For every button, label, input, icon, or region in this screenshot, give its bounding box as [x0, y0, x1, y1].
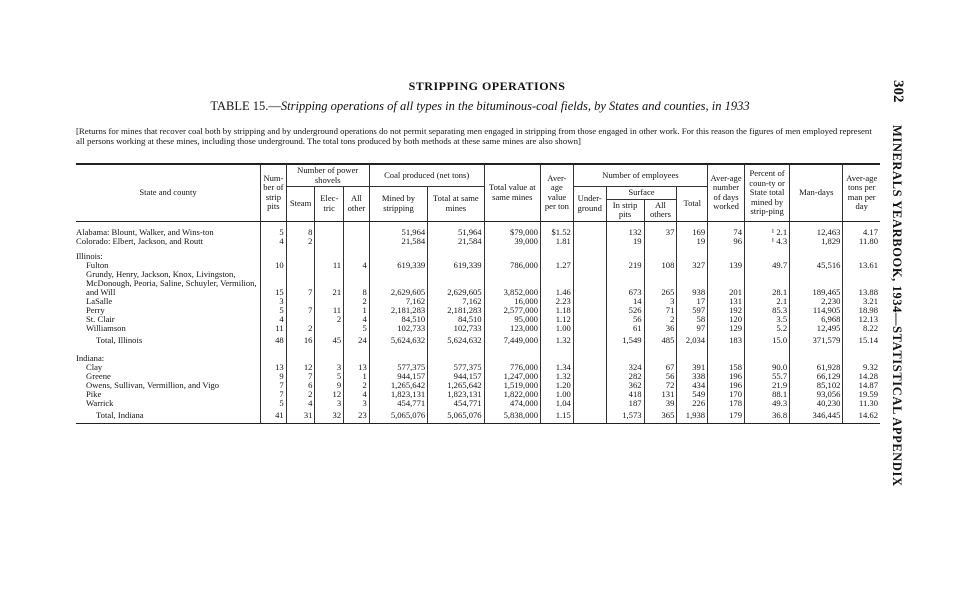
cell-pits: 10 [261, 261, 287, 270]
header-all-others: All others [644, 199, 677, 221]
cell-elec [315, 324, 344, 333]
header-total-value: Total value at same mines [484, 164, 540, 221]
cell-strip: 418 [606, 390, 644, 399]
row-label: Pike [86, 388, 102, 399]
row-label: St. Clair [86, 313, 115, 324]
cell-tons: 15.14 [843, 333, 880, 348]
cell-total: 7,162 [428, 297, 484, 306]
cell-pits: 4 [261, 315, 287, 324]
cell-emp: 226 [677, 399, 708, 408]
cell-value: 2,577,000 [484, 306, 540, 315]
cell-mined: 84,510 [369, 315, 427, 324]
cell-value: 776,000 [484, 363, 540, 372]
cell-mined: 7,162 [369, 297, 427, 306]
cell-total: 84,510 [428, 315, 484, 324]
row-label: Grundy, Henry, Jackson, Knox, Livingston, McDonough, Peoria, Saline, Schuyler, Vermilion, and Will [86, 268, 257, 297]
cell-steam [286, 252, 315, 261]
row-label: Total, Indiana [76, 408, 261, 424]
row-label: Colorado: Elbert, Jackson, and Routt [76, 235, 203, 246]
cell-elec: 5 [315, 372, 344, 381]
cell-days: 192 [708, 306, 745, 315]
cell-strip: 324 [606, 363, 644, 372]
cell-pct: ¹ 2.1 [745, 228, 790, 237]
header-average-days: Aver-age number of days worked [708, 164, 745, 221]
cell-others: 37 [644, 228, 677, 237]
cell-days: 131 [708, 297, 745, 306]
cell-pct: 21.9 [745, 381, 790, 390]
cell-under [573, 333, 606, 348]
row-label: Clay [86, 361, 103, 372]
cell-tons: 9.32 [843, 363, 880, 372]
cell-pits: 11 [261, 324, 287, 333]
cell-tons: 3.21 [843, 297, 880, 306]
cell-avgval: 1.46 [540, 270, 573, 297]
cell-elec [315, 237, 344, 246]
cell-others: 72 [644, 381, 677, 390]
cell-mined: 944,157 [369, 372, 427, 381]
header-electric: Elec-tric [315, 187, 344, 222]
cell-other: 1 [344, 306, 370, 315]
cell-tons: 14.62 [843, 408, 880, 424]
cell-steam: 31 [286, 408, 315, 424]
cell-other: 2 [344, 381, 370, 390]
cell-others: 36 [644, 324, 677, 333]
cell-days: 139 [708, 261, 745, 270]
cell-pits: 5 [261, 306, 287, 315]
header-state-county: State and county [76, 164, 261, 221]
cell-total: 5,065,076 [428, 408, 484, 424]
cell-others: 71 [644, 306, 677, 315]
cell-avgval: 1.15 [540, 408, 573, 424]
cell-days: 74 [708, 228, 745, 237]
header-average-value: Aver-age value per ton [540, 164, 573, 221]
table-row [76, 324, 880, 333]
cell-emp: 97 [677, 324, 708, 333]
cell-steam: 6 [286, 381, 315, 390]
cell-mandays: 40,230 [790, 399, 843, 408]
cell-pits: 4 [261, 237, 287, 246]
cell-other [344, 228, 370, 237]
cell-mined: 1,265,642 [369, 381, 427, 390]
cell-mandays: 85,102 [790, 381, 843, 390]
cell-emp: 1,938 [677, 408, 708, 424]
cell-emp: 391 [677, 363, 708, 372]
cell-emp: 549 [677, 390, 708, 399]
cell-mined: 1,823,131 [369, 390, 427, 399]
cell-days: 183 [708, 333, 745, 348]
table-row [76, 237, 880, 246]
cell-elec: 9 [315, 381, 344, 390]
cell-pct: 3.5 [745, 315, 790, 324]
cell-mandays: 45,516 [790, 261, 843, 270]
cell-mined: 454,771 [369, 399, 427, 408]
cell-avgval: 1.00 [540, 324, 573, 333]
cell-strip: 673 [606, 270, 644, 297]
cell-under [573, 390, 606, 399]
cell-mandays: 1,829 [790, 237, 843, 246]
cell-steam: 2 [286, 390, 315, 399]
cell-value: 1,247,000 [484, 372, 540, 381]
header-man-days: Man-days [790, 164, 843, 221]
cell-tons: 11.80 [843, 237, 880, 246]
header-all-other: All other [344, 187, 370, 222]
cell-elec [315, 228, 344, 237]
cell-mined: 51,964 [369, 228, 427, 237]
cell-total: 5,624,632 [428, 333, 484, 348]
cell-other: 4 [344, 261, 370, 270]
cell-avgval: 1.34 [540, 363, 573, 372]
cell-pct: 88.1 [745, 390, 790, 399]
cell-strip: 14 [606, 297, 644, 306]
cell-tons: 13.88 [843, 270, 880, 297]
cell-total: 1,823,131 [428, 390, 484, 399]
cell-emp: 938 [677, 270, 708, 297]
cell-steam [286, 261, 315, 270]
row-label: Alabama: Blount, Walker, and Wins-ton [76, 226, 214, 237]
cell-days: 170 [708, 390, 745, 399]
row-label: Fulton [86, 259, 109, 270]
cell-others: 56 [644, 372, 677, 381]
cell-value: 95,000 [484, 315, 540, 324]
table-row [76, 399, 880, 408]
table-row [76, 333, 880, 348]
cell-pct: ¹ 4.3 [745, 237, 790, 246]
cell-pct: 49.7 [745, 261, 790, 270]
running-title: MINERALS YEARBOOK, 1934—STATISTICAL APPENDIX [890, 125, 904, 487]
cell-pct: 5.2 [745, 324, 790, 333]
cell-avgval: 1.32 [540, 333, 573, 348]
cell-strip: 19 [606, 237, 644, 246]
stripping-table [76, 163, 880, 424]
cell-total: 2,629,605 [428, 270, 484, 297]
cell-avgval: $1.52 [540, 228, 573, 237]
row-label: LaSalle [86, 295, 113, 306]
header-underground: Under-ground [573, 187, 606, 222]
header-power-shovels: Number of power shovels [286, 164, 369, 187]
cell-under [573, 237, 606, 246]
cell-elec: 3 [315, 399, 344, 408]
cell-others: 131 [644, 390, 677, 399]
cell-tons: 4.17 [843, 228, 880, 237]
cell-mined: 2,629,605 [369, 270, 427, 297]
header-average-tons: Aver-age tons per man per day [843, 164, 880, 221]
cell-days: 120 [708, 315, 745, 324]
cell-avgval: 1.20 [540, 381, 573, 390]
cell-tons: 14.87 [843, 381, 880, 390]
cell-pct: 49.3 [745, 399, 790, 408]
cell-strip: 219 [606, 261, 644, 270]
table-title: Stripping operations of all types in the bituminous-coal fields, by States and counties, in 1933 [280, 99, 750, 113]
cell-emp: 2,034 [677, 333, 708, 348]
cell-pits: 15 [261, 270, 287, 297]
cell-total: 944,157 [428, 372, 484, 381]
cell-value: 1,822,000 [484, 390, 540, 399]
cell-strip: 61 [606, 324, 644, 333]
cell-strip: 132 [606, 228, 644, 237]
header-steam: Steam [286, 187, 315, 222]
cell-value: 5,838,000 [484, 408, 540, 424]
row-label: Greene [86, 370, 111, 381]
cell-steam: 16 [286, 333, 315, 348]
cell-other: 23 [344, 408, 370, 424]
cell-total: 21,584 [428, 237, 484, 246]
cell-avgval: 1.18 [540, 306, 573, 315]
cell-mandays: 2,230 [790, 297, 843, 306]
cell-pits: 13 [261, 363, 287, 372]
cell-pits: 3 [261, 297, 287, 306]
cell-total: 1,265,642 [428, 381, 484, 390]
cell-value: 786,000 [484, 261, 540, 270]
cell-steam: 2 [286, 324, 315, 333]
table-number: TABLE 15.— [210, 99, 281, 113]
cell-mined: 5,624,632 [369, 333, 427, 348]
cell-days: 178 [708, 399, 745, 408]
cell-under [573, 297, 606, 306]
cell-avgval: 1.12 [540, 315, 573, 324]
cell-mined: 577,375 [369, 363, 427, 372]
row-label: Owens, Sullivan, Vermillion, and Vigo [86, 379, 220, 390]
cell-tons: 8.22 [843, 324, 880, 333]
cell-steam: 7 [286, 270, 315, 297]
cell-mined: 102,733 [369, 324, 427, 333]
cell-days: 196 [708, 372, 745, 381]
cell-under [573, 315, 606, 324]
cell-total: 102,733 [428, 324, 484, 333]
cell-pct: 85.3 [745, 306, 790, 315]
cell-value: 123,000 [484, 324, 540, 333]
cell-days: 158 [708, 363, 745, 372]
cell-tons: 11.30 [843, 399, 880, 408]
cell-others: 485 [644, 333, 677, 348]
cell-strip: 1,573 [606, 408, 644, 424]
cell-steam: 8 [286, 228, 315, 237]
cell-value: 3,852,000 [484, 270, 540, 297]
cell-mandays: 93,056 [790, 390, 843, 399]
cell-mandays: 6,968 [790, 315, 843, 324]
row-label: Warrick [86, 397, 114, 408]
header-total-same-mines: Total at same mines [428, 187, 484, 222]
cell-steam: 7 [286, 306, 315, 315]
cell-emp: 17 [677, 297, 708, 306]
cell-under [573, 324, 606, 333]
cell-days: 179 [708, 408, 745, 424]
table-note: [Returns for mines that recover coal both by stripping and by underground operations do not permit separating men engaged in stripping from those engaged in other work. For this reason the figures of men employed represent all persons working at these mines, including those underground. The total tons produced by both methods at these same mines are also shown] [76, 126, 872, 146]
cell-days: 196 [708, 381, 745, 390]
table-row [76, 270, 880, 297]
cell-pct: 2.1 [745, 297, 790, 306]
cell-strip: 1,549 [606, 333, 644, 348]
section-title: STRIPPING OPERATIONS [408, 79, 566, 93]
cell-others [644, 237, 677, 246]
cell-mandays: 66,129 [790, 372, 843, 381]
cell-other: 5 [344, 324, 370, 333]
cell-mandays: 189,465 [790, 270, 843, 297]
cell-strip: 526 [606, 306, 644, 315]
running-header [887, 80, 917, 540]
cell-steam: 4 [286, 399, 315, 408]
row-label: Perry [86, 304, 105, 315]
cell-mined: 21,584 [369, 237, 427, 246]
cell-avgval: 1.04 [540, 399, 573, 408]
cell-emp: 58 [677, 315, 708, 324]
cell-tons: 13.61 [843, 261, 880, 270]
cell-mined: 619,339 [369, 261, 427, 270]
cell-under [573, 408, 606, 424]
cell-total: 619,339 [428, 261, 484, 270]
header-percent-stripping: Percent of coun-ty or State total mined by strip-ping [745, 164, 790, 221]
cell-elec: 32 [315, 408, 344, 424]
cell-others: 67 [644, 363, 677, 372]
cell-elec: 12 [315, 390, 344, 399]
cell-elec: 21 [315, 270, 344, 297]
cell-mandays: 12,463 [790, 228, 843, 237]
row-label: Total, Illinois [96, 334, 143, 345]
cell-mandays: 371,579 [790, 333, 843, 348]
cell-steam: 12 [286, 363, 315, 372]
cell-under [573, 354, 606, 363]
header-surface: Surface [606, 187, 677, 200]
cell-other: 4 [344, 315, 370, 324]
cell-value: 474,000 [484, 399, 540, 408]
cell-steam: 7 [286, 372, 315, 381]
cell-days: 201 [708, 270, 745, 297]
row-label: Illinois: [76, 250, 103, 261]
cell-other: 8 [344, 270, 370, 297]
cell-tons: 18.98 [843, 306, 880, 315]
header-in-strip-pits: In strip pits [606, 199, 644, 221]
cell-pits: 9 [261, 372, 287, 381]
cell-elec: 2 [315, 315, 344, 324]
cell-under [573, 252, 606, 261]
cell-other: 3 [344, 399, 370, 408]
cell-pct: 90.0 [745, 363, 790, 372]
cell-strip: 56 [606, 315, 644, 324]
cell-others: 108 [644, 261, 677, 270]
cell-tons: 14.28 [843, 372, 880, 381]
cell-pct: 36.8 [745, 408, 790, 424]
cell-pits: 48 [261, 333, 287, 348]
cell-other: 1 [344, 372, 370, 381]
cell-pct: 55.7 [745, 372, 790, 381]
cell-avgval: 2.23 [540, 297, 573, 306]
row-label: Williamson [86, 322, 126, 333]
cell-emp: 597 [677, 306, 708, 315]
header-strip-pits: Num-ber of strip pits [261, 164, 287, 221]
cell-pits: 7 [261, 390, 287, 399]
cell-under [573, 228, 606, 237]
cell-steam: 2 [286, 237, 315, 246]
cell-others: 3 [644, 297, 677, 306]
cell-pits: 41 [261, 408, 287, 424]
cell-total: 2,181,283 [428, 306, 484, 315]
cell-mandays: 12,495 [790, 324, 843, 333]
cell-value: 16,000 [484, 297, 540, 306]
cell-other: 24 [344, 333, 370, 348]
cell-under [573, 270, 606, 297]
row-label: Indiana: [76, 352, 105, 363]
cell-pits: 5 [261, 399, 287, 408]
cell-under [573, 306, 606, 315]
cell-under [573, 381, 606, 390]
cell-tons: 12.13 [843, 315, 880, 324]
cell-strip: 187 [606, 399, 644, 408]
cell-pct: 28.1 [745, 270, 790, 297]
cell-strip: 362 [606, 381, 644, 390]
cell-pits: 7 [261, 381, 287, 390]
cell-avgval: 1.00 [540, 390, 573, 399]
cell-pct: 15.0 [745, 333, 790, 348]
table-row [76, 408, 880, 424]
cell-emp: 327 [677, 261, 708, 270]
cell-other: 4 [344, 390, 370, 399]
header-employees-total: Total [677, 187, 708, 222]
cell-pits: 5 [261, 228, 287, 237]
cell-total: 454,771 [428, 399, 484, 408]
cell-others: 2 [644, 315, 677, 324]
cell-elec: 11 [315, 306, 344, 315]
cell-value: 7,449,000 [484, 333, 540, 348]
cell-other: 2 [344, 297, 370, 306]
cell-elec: 3 [315, 363, 344, 372]
cell-emp: 338 [677, 372, 708, 381]
cell-avgval: 1.81 [540, 237, 573, 246]
cell-total: 51,964 [428, 228, 484, 237]
cell-others: 265 [644, 270, 677, 297]
cell-value: 39,000 [484, 237, 540, 246]
cell-under [573, 399, 606, 408]
header-employees: Number of employees [573, 164, 707, 187]
cell-under [573, 261, 606, 270]
cell-other: 13 [344, 363, 370, 372]
cell-emp: 19 [677, 237, 708, 246]
cell-total: 577,375 [428, 363, 484, 372]
cell-other [344, 237, 370, 246]
cell-value: 1,519,000 [484, 381, 540, 390]
cell-tons: 19.59 [843, 390, 880, 399]
cell-mined: 5,065,076 [369, 408, 427, 424]
cell-others: 39 [644, 399, 677, 408]
header-coal-produced: Coal produced (net tons) [369, 164, 484, 187]
cell-under [573, 363, 606, 372]
cell-elec: 11 [315, 261, 344, 270]
cell-days: 129 [708, 324, 745, 333]
page-number: 302 [890, 80, 906, 103]
cell-value: $79,000 [484, 228, 540, 237]
cell-emp: 434 [677, 381, 708, 390]
cell-others: 365 [644, 408, 677, 424]
cell-avgval: 1.27 [540, 261, 573, 270]
cell-mandays: 114,905 [790, 306, 843, 315]
cell-avgval: 1.32 [540, 372, 573, 381]
cell-mandays: 61,928 [790, 363, 843, 372]
cell-mandays: 346,445 [790, 408, 843, 424]
cell-days: 96 [708, 237, 745, 246]
cell-under [573, 372, 606, 381]
cell-strip: 282 [606, 372, 644, 381]
cell-mined: 2,181,283 [369, 306, 427, 315]
cell-elec: 45 [315, 333, 344, 348]
header-mined-by-stripping: Mined by stripping [369, 187, 427, 222]
table-caption [60, 99, 900, 114]
cell-emp: 169 [677, 228, 708, 237]
